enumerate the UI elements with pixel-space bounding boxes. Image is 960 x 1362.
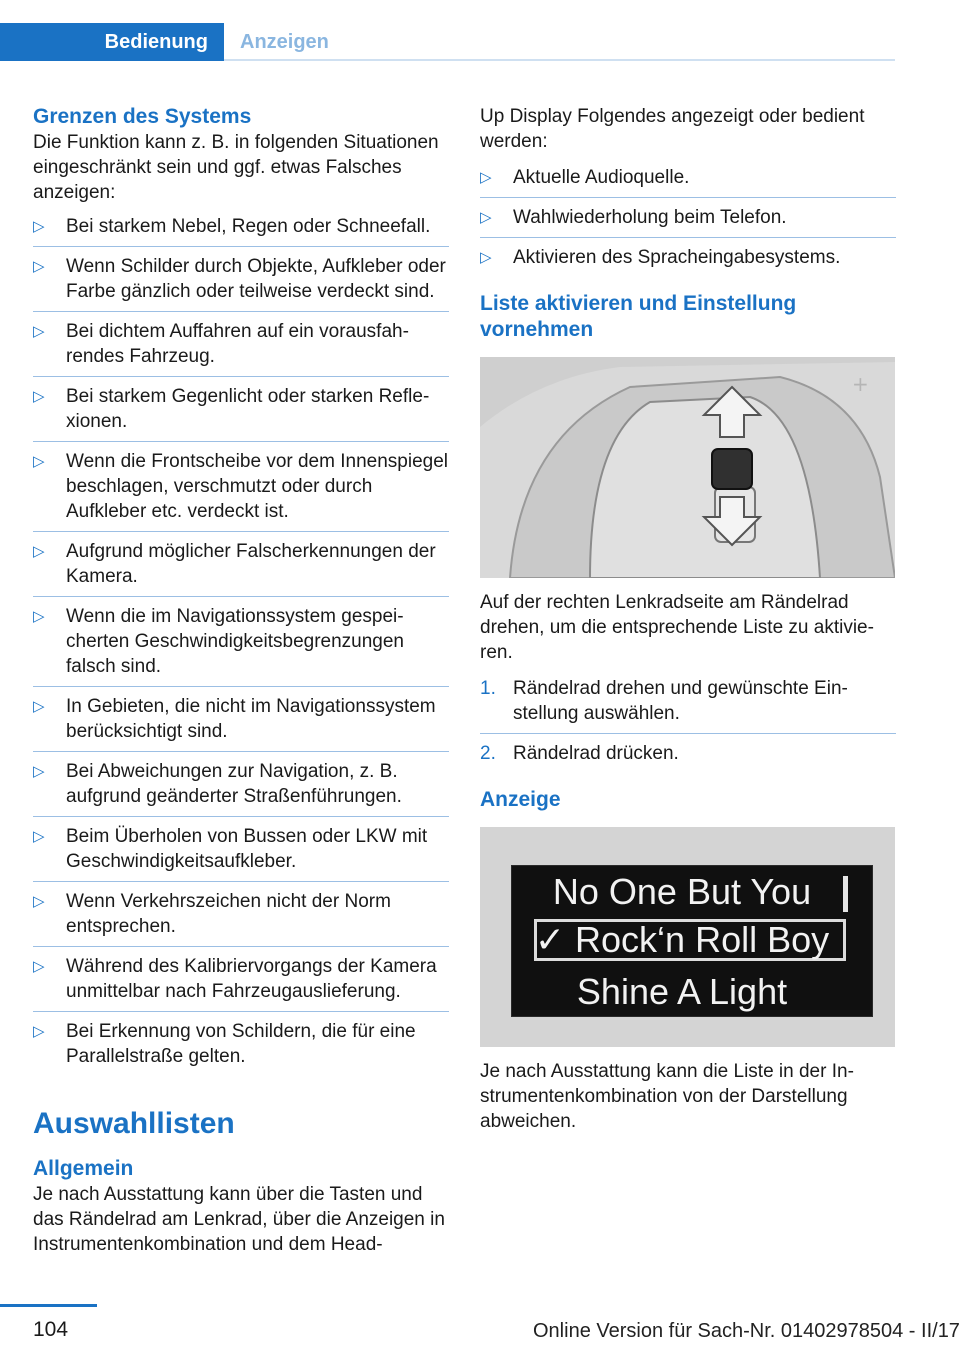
list-item: ▷ Wenn Schilder durch Objekte, Aufkleber oder Farbe gänzlich oder teilweise verdeckt sind. xyxy=(33,247,449,312)
list-item: ▷ Bei starkem Gegenlicht oder starken Reflexionen. xyxy=(33,377,449,442)
step-number: 2. xyxy=(480,743,496,764)
list-item: ▷ Bei Erkennung von Schildern, die für eine Parallelstraße gelten. xyxy=(33,1012,449,1076)
left-column xyxy=(33,104,449,1257)
list-item: ▷ Aufgrund möglicher Falscherkennungen der Kamera. xyxy=(33,532,449,597)
list-item: ▷ Bei dichtem Auffahren auf ein vorausfahrendes Fahrzeug. xyxy=(33,312,449,377)
list-item: ▷ Wenn die im Navigationssystem gespeicherten Geschwindigkeitsbegrenzungen falsch sind. xyxy=(33,597,449,687)
steering-wheel-image xyxy=(480,357,895,578)
display-line: No One But You xyxy=(552,871,812,912)
general-title: Allgemein xyxy=(33,1157,134,1180)
list-item: ▷ Wenn die Frontscheibe vor dem Innenspiegel beschlagen, verschmutzt oder durch Aufkleber etc. verdeckt ist. xyxy=(33,442,449,532)
list-item: ▷ Bei starkem Nebel, Regen oder Schneefall. xyxy=(33,207,449,247)
tab-bedienung[interactable]: Bedienung xyxy=(0,23,224,61)
step-text: Rändelrad drücken. xyxy=(513,743,679,764)
list-item: ▷ Während des Kalibriervorgangs der Kamera unmittelbar nach Fahrzeugauslieferung. xyxy=(33,947,449,1012)
display-line: Shine A Light xyxy=(576,971,788,1012)
list-item xyxy=(480,734,896,773)
display-image xyxy=(480,827,895,1047)
steps-list xyxy=(480,669,896,773)
display-line-selected: ✓ Rock‘n Roll Boy xyxy=(534,919,830,960)
general-text: Je nach Ausstattung kann über die Tasten und das Rändelrad am Lenkrad, über die Anzeigen in Instrumentenkombination und dem Head- xyxy=(33,1184,445,1255)
activate-text: Auf der rechten Lenkradseite am Rändelrad drehen, um die entsprechende Liste zu aktivieren. xyxy=(480,592,874,663)
header-tabs xyxy=(0,23,895,61)
limits-title: Grenzen des Systems xyxy=(33,105,252,128)
list-item: ▷ Wahlwiederholung beim Telefon. xyxy=(480,198,896,238)
instrument-display xyxy=(511,865,873,1017)
list-item: ▷ Aktivieren des Spracheingabesystems. xyxy=(480,238,896,277)
list-item: ▷ In Gebieten, die nicht im Navigationssystem berücksichtigt sind. xyxy=(33,687,449,752)
online-version: Online Version für Sach-Nr. 01402978504 - II/17 xyxy=(533,1320,960,1342)
limits-intro: Die Funktion kann z. B. in folgenden Situationen eingeschränkt sein und ggf. etwas Falsches anzeigen: xyxy=(33,132,439,203)
continued-text: Up Display Folgendes angezeigt oder bedient werden: xyxy=(480,106,865,152)
svg-text:+: + xyxy=(852,372,869,396)
limits-list xyxy=(33,207,449,1076)
display-note: Je nach Ausstattung kann die Liste in der Instrumentenkombination von der Darstellung abweichen. xyxy=(480,1061,854,1132)
list-item: ▷ Bei Abweichungen zur Navigation, z. B. aufgrund geänderter Straßenführungen. xyxy=(33,752,449,817)
features-list xyxy=(480,158,896,277)
list-item: ▷ Beim Überholen von Bussen oder LKW mit Geschwindigkeitsaufkleber. xyxy=(33,817,449,882)
activate-title: Liste aktivieren und Einstellung vornehmen xyxy=(480,292,797,341)
step-number: 1. xyxy=(480,678,496,699)
tab-anzeigen[interactable]: Anzeigen xyxy=(240,31,329,53)
right-column xyxy=(480,104,896,1134)
tab-underline xyxy=(224,59,895,61)
display-title: Anzeige xyxy=(480,788,561,811)
scroll-indicator xyxy=(843,876,848,912)
list-item: ▷ Aktuelle Audioquelle. xyxy=(480,158,896,198)
section-title: Auswahllisten xyxy=(33,1107,235,1140)
list-item: ▷ Wenn Verkehrszeichen nicht der Norm entsprechen. xyxy=(33,882,449,947)
steering-wheel-illustration xyxy=(480,357,895,578)
list-item xyxy=(480,669,896,734)
footer-rule xyxy=(0,1304,97,1307)
page-number: 104 xyxy=(33,1318,69,1341)
step-text: Rändelrad drehen und gewünschte Einstellung auswählen. xyxy=(513,678,848,724)
